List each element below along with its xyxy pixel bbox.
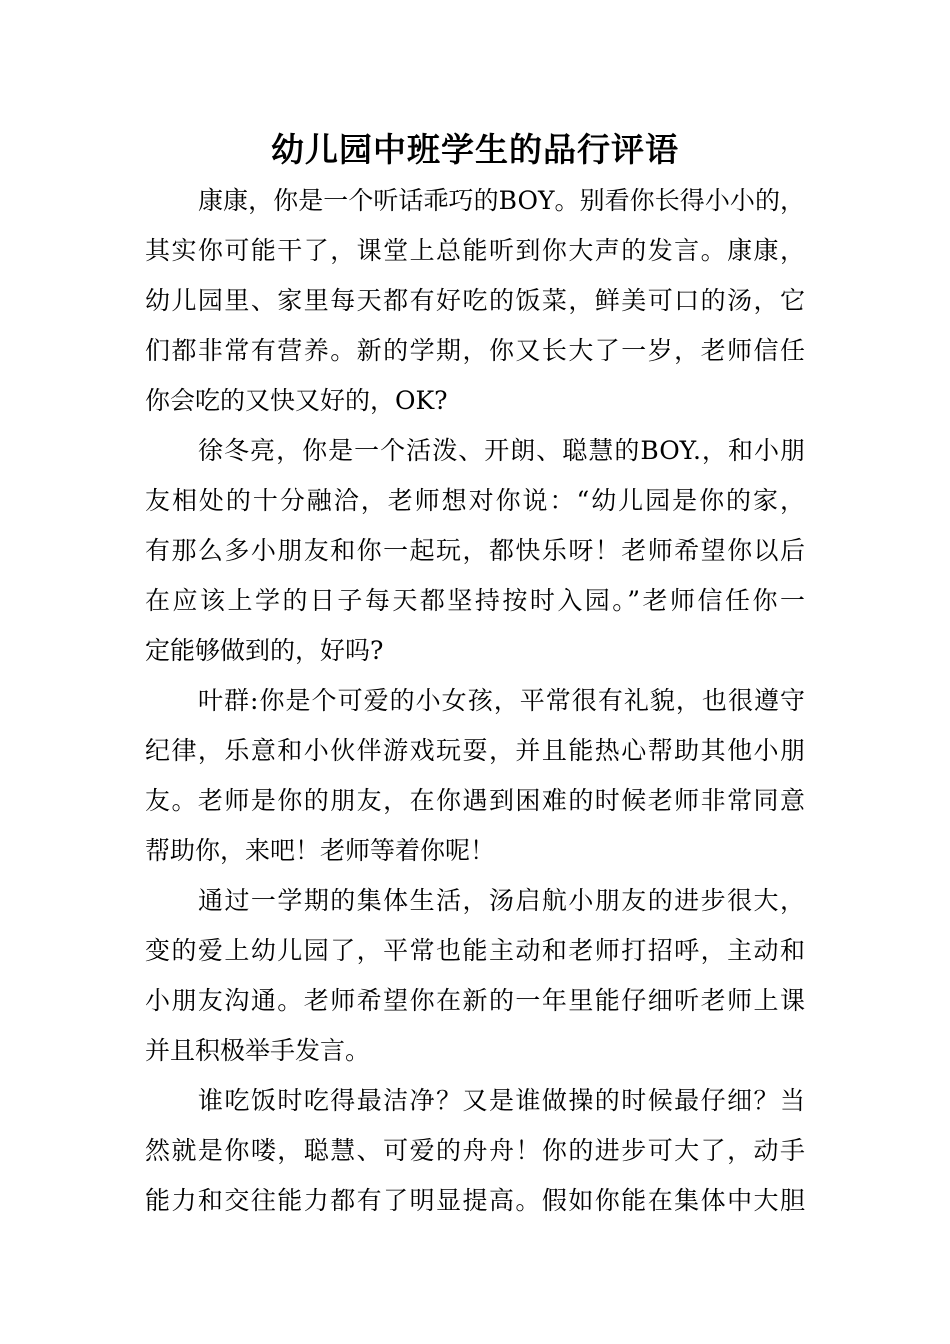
text-line: 其实你可能干了，课堂上总能听到你大声的发言。康康， (145, 236, 805, 265)
paragraph-xu-dongliang (145, 426, 805, 676)
document-title: 幼儿园中班学生的品行评语 (271, 130, 679, 169)
text-line: 帮助你，来吧！老师等着你呢！ (145, 836, 496, 865)
paragraph-ye-qun (145, 676, 805, 876)
paragraph-tang-qihang (145, 876, 805, 1076)
text-line: 们都非常有营养。新的学期，你又长大了一岁，老师信任 (145, 336, 805, 365)
text-line: 有那么多小朋友和你一起玩，都快乐呀！老师希望你以后 (145, 536, 805, 565)
text-line: 定能够做到的，好吗? (145, 636, 384, 665)
text-line: 变的爱上幼儿园了，平常也能主动和老师打招呼，主动和 (145, 936, 805, 965)
text-line: 然就是你喽，聪慧、可爱的舟舟！你的进步可大了，动手 (145, 1136, 805, 1165)
text-line: 在应该上学的日子每天都坚持按时入园。”老师信任你一 (145, 586, 805, 615)
text-line: 你会吃的又快又好的，OK? (145, 386, 448, 415)
document-body (145, 176, 805, 1226)
text-line: 能力和交往能力都有了明显提高。假如你能在集体中大胆 (145, 1186, 805, 1215)
text-line: 谁吃饭时吃得最洁净？又是谁做操的时候最仔细？当 (198, 1086, 805, 1115)
text-line: 并且积极举手发言。 (145, 1036, 371, 1065)
text-line: 叶群:你是个可爱的小女孩，平常很有礼貌，也很遵守 (198, 686, 805, 715)
text-line: 小朋友沟通。老师希望你在新的一年里能仔细听老师上课 (145, 986, 805, 1015)
text-line: 康康，你是一个听话乖巧的BOY。别看你长得小小的， (198, 186, 805, 215)
paragraph-kangkang (145, 176, 805, 426)
paragraph-zhouzhou (145, 1076, 805, 1226)
text-line: 友相处的十分融洽，老师想对你说：“幼儿园是你的家， (145, 486, 805, 515)
text-line: 徐冬亮，你是一个活泼、开朗、聪慧的BOY.，和小朋 (198, 436, 805, 465)
text-line: 纪律，乐意和小伙伴游戏玩耍，并且能热心帮助其他小朋 (145, 736, 805, 765)
text-line: 友。老师是你的朋友，在你遇到困难的时候老师非常同意 (145, 786, 805, 815)
text-line: 通过一学期的集体生活，汤启航小朋友的进步很大， (198, 886, 805, 915)
text-line: 幼儿园里、家里每天都有好吃的饭菜，鲜美可口的汤，它 (145, 286, 805, 315)
